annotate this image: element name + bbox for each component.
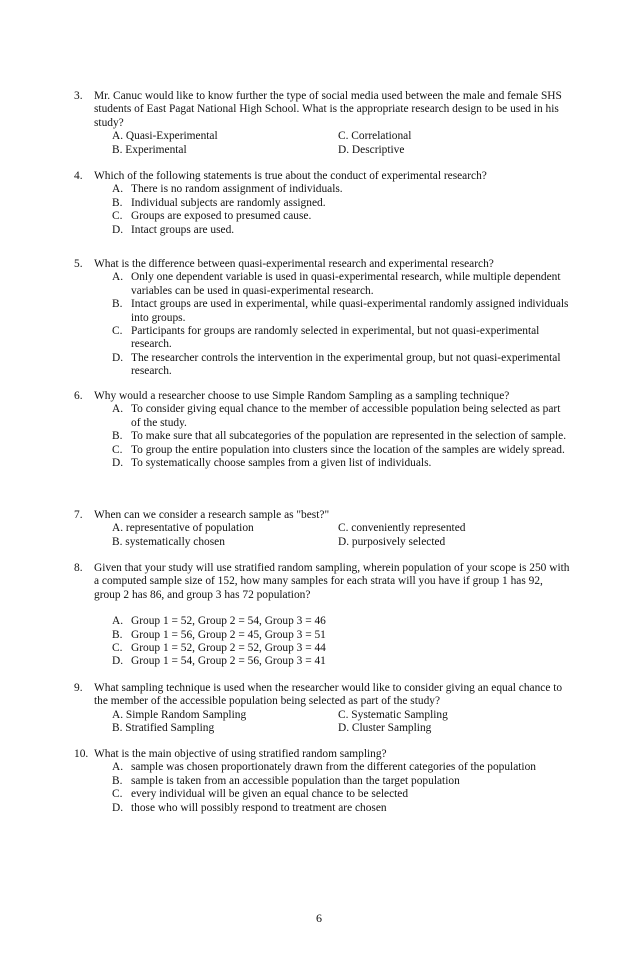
option-text: Groups are exposed to presumed cause. <box>131 210 312 223</box>
option-text: The researcher controls the intervention in the experimental group, but not quasi-experimental research. <box>131 351 561 378</box>
option-letter: A. <box>112 183 124 196</box>
option-c: C. conveniently represented <box>338 522 466 535</box>
option-text: Group 1 = 52, Group 2 = 52, Group 3 = 44 <box>131 642 326 655</box>
question-text: What sampling technique is used when the researcher would like to consider giving an equal chance to the member of the accessible population being selected as part of the study? <box>94 682 563 708</box>
option-letter: C. <box>112 210 123 223</box>
option-b <box>112 197 570 210</box>
option-a <box>112 271 570 298</box>
option-letter: A. <box>112 403 124 416</box>
options-grid <box>74 144 570 157</box>
question-number: 5. <box>74 258 83 270</box>
options-list <box>74 183 570 237</box>
option-b <box>112 298 570 325</box>
option-text: Participants for groups are randomly selected in experimental, but not quasi-experimental research. <box>131 325 540 351</box>
question-9 <box>74 682 570 736</box>
option-b: B. systematically chosen <box>112 535 225 548</box>
options-grid <box>74 522 570 535</box>
options-grid <box>74 722 570 735</box>
option-text: To group the entire population into clusters since the location of the samples are widely spread. <box>131 443 565 456</box>
option-letter: B. <box>112 430 123 443</box>
option-a <box>112 761 570 774</box>
option-letter: A. <box>112 761 124 774</box>
question-7 <box>74 509 570 549</box>
option-text: Group 1 = 54, Group 2 = 56, Group 3 = 41 <box>131 655 326 668</box>
option-b: B. Stratified Sampling <box>112 722 215 735</box>
question-text: When can we consider a research sample as "best?" <box>94 509 330 521</box>
options-grid <box>74 536 570 549</box>
option-c: C. Systematic Sampling <box>338 708 448 721</box>
question-text: Which of the following statements is true about the conduct of experimental research? <box>94 170 487 182</box>
option-letter: A. <box>112 271 124 284</box>
option-letter: D. <box>112 457 124 470</box>
option-letter: C. <box>112 788 123 801</box>
question-10 <box>74 748 570 815</box>
option-text: Intact groups are used. <box>131 223 235 236</box>
option-letter: C. <box>112 325 123 338</box>
option-text: To systematically choose samples from a given list of individuals. <box>131 457 432 470</box>
option-d: D. Descriptive <box>338 143 405 156</box>
options-grid <box>74 709 570 722</box>
option-text: sample was chosen proportionately drawn from the different categories of the population <box>131 761 536 774</box>
option-c <box>112 444 570 457</box>
question-number: 3. <box>74 90 83 102</box>
option-letter: B. <box>112 196 123 209</box>
question-number: 7. <box>74 509 83 521</box>
question-3 <box>74 90 570 157</box>
question-text: Why would a researcher choose to use Simple Random Sampling as a sampling technique? <box>94 390 510 402</box>
option-a: A. Simple Random Sampling <box>112 708 247 721</box>
option-b <box>112 430 570 443</box>
option-b <box>112 775 570 788</box>
option-letter: D. <box>112 351 124 364</box>
question-number: 8. <box>74 562 83 574</box>
option-letter: B. <box>112 628 123 641</box>
options-list <box>74 615 570 669</box>
option-c: C. Correlational <box>338 130 412 143</box>
question-8 <box>74 562 570 669</box>
option-letter: D. <box>112 655 124 668</box>
option-text: Group 1 = 52, Group 2 = 54, Group 3 = 46 <box>131 615 326 628</box>
option-c <box>112 642 570 655</box>
option-a <box>112 183 570 196</box>
option-b <box>112 629 570 642</box>
option-text: Only one dependent variable is used in quasi-experimental research, while multiple dependent variables can be used in quasi-experimental research. <box>131 271 561 297</box>
page-number: 6 <box>316 911 322 925</box>
question-text: What is the difference between quasi-experimental research and experimental research? <box>94 258 494 270</box>
option-letter: D. <box>112 223 124 236</box>
option-text: To make sure that all subcategories of the population are represented in the selection of sample. <box>131 430 567 443</box>
question-number: 10. <box>74 748 89 760</box>
options-grid <box>74 130 570 143</box>
options-list <box>74 761 570 815</box>
question-6 <box>74 390 570 470</box>
option-text: Intact groups are used in experimental, while quasi-experimental randomly assigned individuals into groups. <box>131 298 569 324</box>
option-letter: C. <box>112 443 123 456</box>
question-text: Given that your study will use stratified random sampling, wherein population of your scope is 250 with a computed sample size of 152, how many samples for each strata will you have if group 1 has 92, group 2 has 86, and group 3 has 72 population? <box>94 562 570 601</box>
option-text: Group 1 = 56, Group 2 = 45, Group 3 = 51 <box>131 628 326 641</box>
option-a: A. Quasi-Experimental <box>112 130 218 143</box>
option-letter: C. <box>112 642 123 655</box>
option-d <box>112 655 570 668</box>
option-text: Individual subjects are randomly assigned. <box>131 196 326 209</box>
option-letter: D. <box>112 801 124 814</box>
option-d <box>112 352 570 379</box>
option-d: D. purposively selected <box>338 535 446 548</box>
question-number: 9. <box>74 682 83 694</box>
option-c <box>112 325 570 352</box>
option-text: those who will possibly respond to treatment are chosen <box>131 801 387 814</box>
question-text: Mr. Canuc would like to know further the type of social media used between the male and female SHS students of East Pagat National High School. What is the appropriate research design to be used in his study? <box>94 90 562 129</box>
options-list <box>74 271 570 378</box>
option-a: A. representative of population <box>112 522 254 535</box>
option-letter: A. <box>112 615 124 628</box>
question-number: 6. <box>74 390 83 402</box>
option-a <box>112 403 570 430</box>
option-a <box>112 615 570 628</box>
question-number: 4. <box>74 170 83 182</box>
options-list <box>74 403 570 470</box>
option-text: There is no random assignment of individuals. <box>131 183 343 196</box>
question-text: What is the main objective of using stratified random sampling? <box>94 748 387 760</box>
option-text: every individual will be given an equal chance to be selected <box>131 788 409 801</box>
option-d <box>112 802 570 815</box>
option-d <box>112 457 570 470</box>
option-b: B. Experimental <box>112 143 187 156</box>
option-text: To consider giving equal chance to the member of accessible population being selected as part of the study. <box>131 403 561 429</box>
option-letter: B. <box>112 298 123 311</box>
option-d <box>112 224 570 237</box>
question-4 <box>74 170 570 237</box>
option-text: sample is taken from an accessible population than the target population <box>131 774 460 787</box>
option-c <box>112 210 570 223</box>
question-5 <box>74 258 570 379</box>
option-letter: B. <box>112 774 123 787</box>
option-c <box>112 788 570 801</box>
option-d: D. Cluster Sampling <box>338 722 432 735</box>
